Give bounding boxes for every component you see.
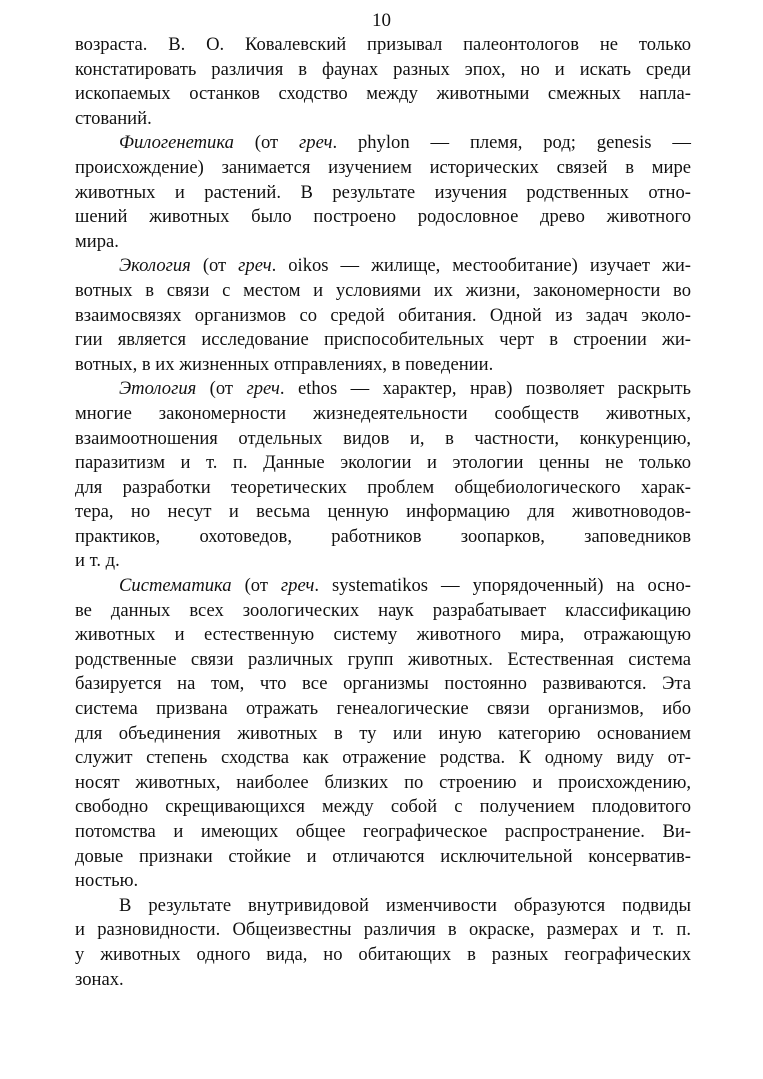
line-text: животных и естественную систему животного мира, отражающую xyxy=(75,624,691,646)
text-line xyxy=(75,476,691,501)
line-text: В результате внутривидовой изменчивости образуются подвиды xyxy=(119,894,691,916)
line-text: взаимоотношения отдельных видов и, в частности, конкуренцию, xyxy=(75,427,691,449)
text-line xyxy=(75,574,691,599)
text-line xyxy=(75,328,691,353)
text-line xyxy=(75,795,691,820)
text-line xyxy=(75,402,691,427)
body-text xyxy=(75,33,691,992)
text-line xyxy=(75,869,691,894)
text-line xyxy=(75,427,691,452)
line-text: зонах. xyxy=(75,968,124,990)
text-line xyxy=(75,451,691,476)
line-text: довые признаки стойкие и отличаются исключительной консерватив- xyxy=(75,845,691,867)
text-line xyxy=(75,623,691,648)
text-line xyxy=(75,771,691,796)
text-line xyxy=(75,599,691,624)
abbrev: греч xyxy=(299,132,333,154)
abbrev: греч xyxy=(280,575,315,597)
text-line xyxy=(75,33,691,58)
line-text: (от греч. phylon — племя, род; genesis — xyxy=(254,132,692,154)
line-text: ностью. xyxy=(75,870,139,892)
text-line xyxy=(75,525,691,550)
line-text: ископаемых останков сходство между животными смежных напла- xyxy=(75,83,691,105)
page-number: 10 xyxy=(372,10,391,31)
line-text: тера, но несут и весьма ценную информацию для животноводов- xyxy=(75,501,691,523)
text-line xyxy=(75,254,691,279)
term: Этология xyxy=(119,378,197,400)
text-line xyxy=(75,205,691,230)
paragraph xyxy=(75,574,691,894)
term: Экология xyxy=(119,255,191,277)
text-line xyxy=(75,968,691,993)
text-line xyxy=(75,304,691,329)
paragraph xyxy=(75,377,691,574)
term: Систематика xyxy=(119,575,232,597)
line-text: родственные связи различных групп животных. Естественная система xyxy=(75,648,691,670)
line-text: система призвана отражать генеалогические связи организмов, ибо xyxy=(75,698,691,720)
line-text: вотных, в их жизненных отправлениях, в поведении. xyxy=(75,353,494,375)
line-text: происхождение) занимается изучением исторических связей в мире xyxy=(75,156,691,178)
line-text: ве данных всех зоологических наук разрабатывает классификацию xyxy=(75,599,691,621)
text-line xyxy=(75,845,691,870)
line-text: базируется на том, что все организмы постоянно развиваются. Эта xyxy=(75,673,691,695)
line-text: многие закономерности жизнедеятельности сообществ животных, xyxy=(75,402,691,424)
line-text: стований. xyxy=(75,107,152,129)
text-line xyxy=(75,820,691,845)
text-line xyxy=(75,156,691,181)
text-line xyxy=(75,697,691,722)
line-text: мира. xyxy=(75,230,119,252)
text-line xyxy=(75,181,691,206)
line-text: шений животных было построено родословное древо животного xyxy=(75,206,691,228)
line-text: у животных одного вида, но обитающих в разных географических xyxy=(75,943,691,965)
paragraph xyxy=(75,894,691,992)
line-text: вотных в связи с местом и условиями их жизни, закономерности во xyxy=(75,279,691,301)
abbrev: греч xyxy=(238,255,272,277)
term: Филогенетика xyxy=(119,132,234,154)
line-text: паразитизм и т. п. Данные экологии и этологии ценны не только xyxy=(75,452,691,474)
text-line xyxy=(75,549,691,574)
text-line xyxy=(75,943,691,968)
text-line xyxy=(75,722,691,747)
paragraph xyxy=(75,254,691,377)
text-line xyxy=(75,894,691,919)
paragraph xyxy=(75,131,691,254)
line-text: для разработки теоретических проблем общебиологического харак- xyxy=(75,476,691,498)
text-line xyxy=(75,279,691,304)
line-text: свободно скрещивающихся между собой с получением плодовитого xyxy=(75,796,691,818)
text-line xyxy=(75,746,691,771)
line-text: потомства и имеющих общее географическое распространение. Ви- xyxy=(75,821,691,842)
line-text: возраста. В. О. Ковалевский призывал палеонтологов не только xyxy=(75,34,691,55)
text-line xyxy=(75,230,691,255)
text-line xyxy=(75,672,691,697)
line-text: животных и растений. В результате изучения родственных отно- xyxy=(75,181,691,203)
line-text: констатировать различия в фаунах разных эпох, но и искать среди xyxy=(75,58,691,80)
text-line xyxy=(75,377,691,402)
text-line xyxy=(75,353,691,378)
line-text: носят животных, наиболее близких по строению и происхождению, xyxy=(75,771,691,793)
line-text: гии является исследование приспособительных черт в строении жи- xyxy=(75,329,691,351)
line-text: (от греч. systematikos — упорядоченный) на осно- xyxy=(244,575,691,597)
paragraph xyxy=(75,33,691,131)
line-text: (от греч. oikos — жилище, местообитание) изучает жи- xyxy=(202,255,691,277)
text-line xyxy=(75,107,691,132)
abbrev: греч xyxy=(246,378,280,400)
text-line xyxy=(75,918,691,943)
line-text: (от греч. ethos — характер, нрав) позволяет раскрыть xyxy=(209,378,691,400)
line-text: взаимосвязях организмов со средой обитания. Одной из задач эколо- xyxy=(75,304,691,326)
line-text: и разновидности. Общеизвестны различия в окраске, размерах и т. п. xyxy=(75,919,691,941)
line-text: служит степень сходства как отражение родства. К одному виду от- xyxy=(75,747,691,769)
text-line xyxy=(75,131,691,156)
text-line xyxy=(75,648,691,673)
text-line xyxy=(75,58,691,83)
text-line xyxy=(75,500,691,525)
line-text: и т. д. xyxy=(75,550,120,572)
text-line xyxy=(75,82,691,107)
line-text: практиков, охотоведов, работников зоопарков, заповедников xyxy=(75,525,691,547)
line-text: для объединения животных в ту или иную категорию основанием xyxy=(75,722,691,744)
